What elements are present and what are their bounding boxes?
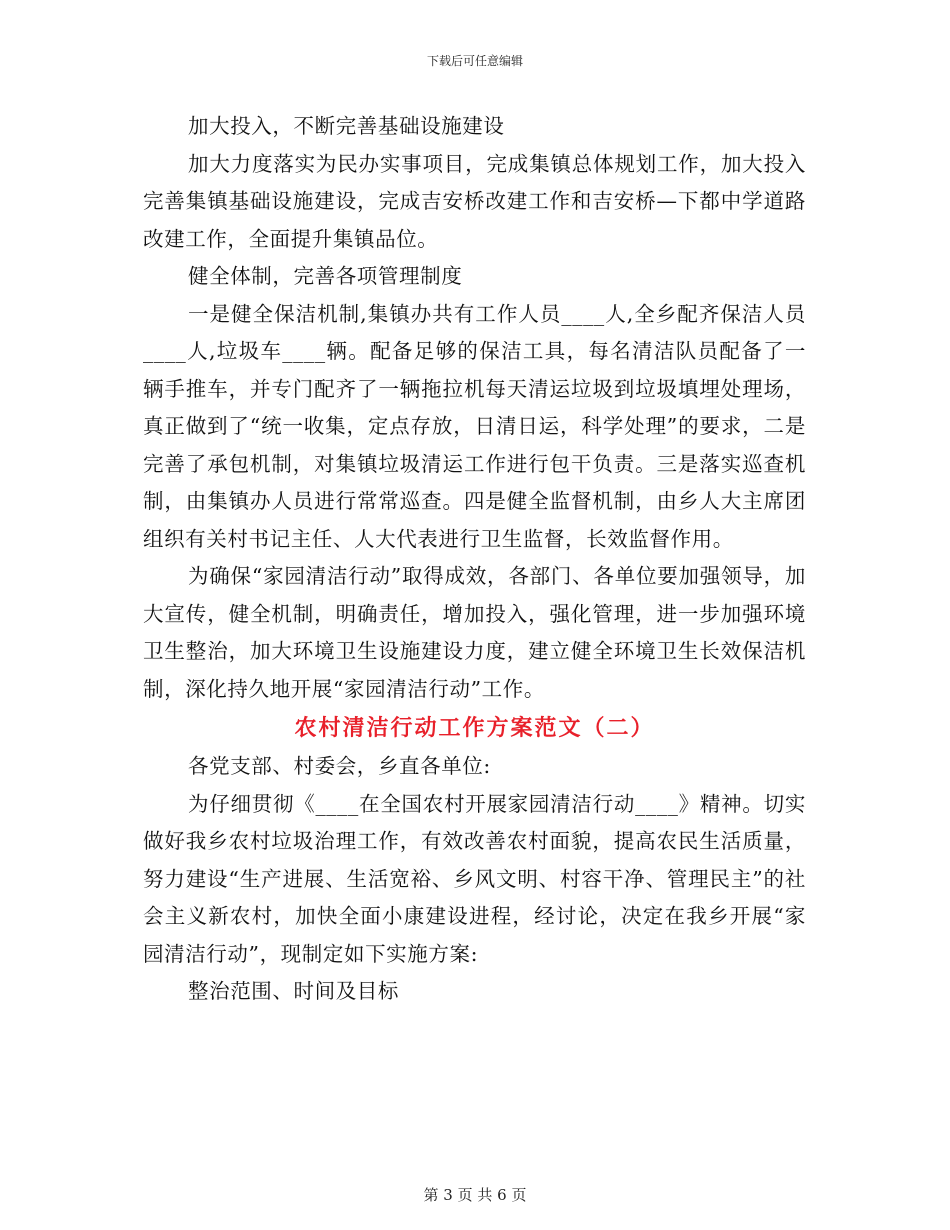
heading-scope: 整治范围、时间及目标 (188, 979, 399, 1003)
paragraph-conclusion: 为确保“家园清洁行动”取得成效，各部门、各单位要加强领导，加大宣传，健全机制，明确责任，增加投入，强化管理，进一步加强环境卫生整治，加大环境卫生设施建设力度，建立健全环境卫生长效保洁机制，深化持久地开展“家园清洁行动”工作。 (143, 564, 806, 701)
page-header: 下载后可任意编辑 (426, 54, 523, 68)
paragraph-infrastructure: 加大力度落实为民办实事项目，完成集镇总体规划工作，加大投入完善集镇基础设施建设，完成吉安桥改建工作和吉安桥—下都中学道路改建工作，全面提升集镇品位。 (143, 151, 806, 251)
page-footer: 第 3 页 共 6 页 (423, 1186, 527, 1204)
heading-investment: 加大投入，不断完善基础设施建设 (188, 114, 505, 138)
paragraph-salutation: 各党支部、村委会，乡直各单位: (188, 754, 491, 778)
document-body (143, 108, 806, 1011)
paragraph-intro: 为仔细贯彻《____在全国农村开展家园清洁行动____》精神。切实做好我乡农村垃圾治理工作，有效改善农村面貌，提高农民生活质量，努力建设“生产进展、生活宽裕、乡风文明、村容干净、管理民主”的社会主义新农村，加快全面小康建设进程，经讨论，决定在我乡开展“家园清洁行动”，现制定如下实施方案: (143, 791, 806, 966)
section-title: 农村清洁行动工作方案范文（二） (294, 715, 655, 741)
heading-system: 健全体制，完善各项管理制度 (188, 264, 463, 288)
paragraph-mechanisms: 一是健全保洁机制,集镇办共有工作人员____人,全乡配齐保洁人员____人,垃圾车____辆。配备足够的保洁工具，每名清洁队员配备了一辆手推车，并专门配齐了一辆拖拉机每天清运垃圾到垃圾填埋处理场，真正做到了“统一收集，定点存放，日清日运，科学处理”的要求，二是完善了承包机制，对集镇垃圾清运工作进行包干负责。三是落实巡查机制，由集镇办人员进行常常巡查。四是健全监督机制，由乡人大主席团组织有关村书记主任、人大代表进行卫生监督，长效监督作用。 (143, 301, 806, 551)
